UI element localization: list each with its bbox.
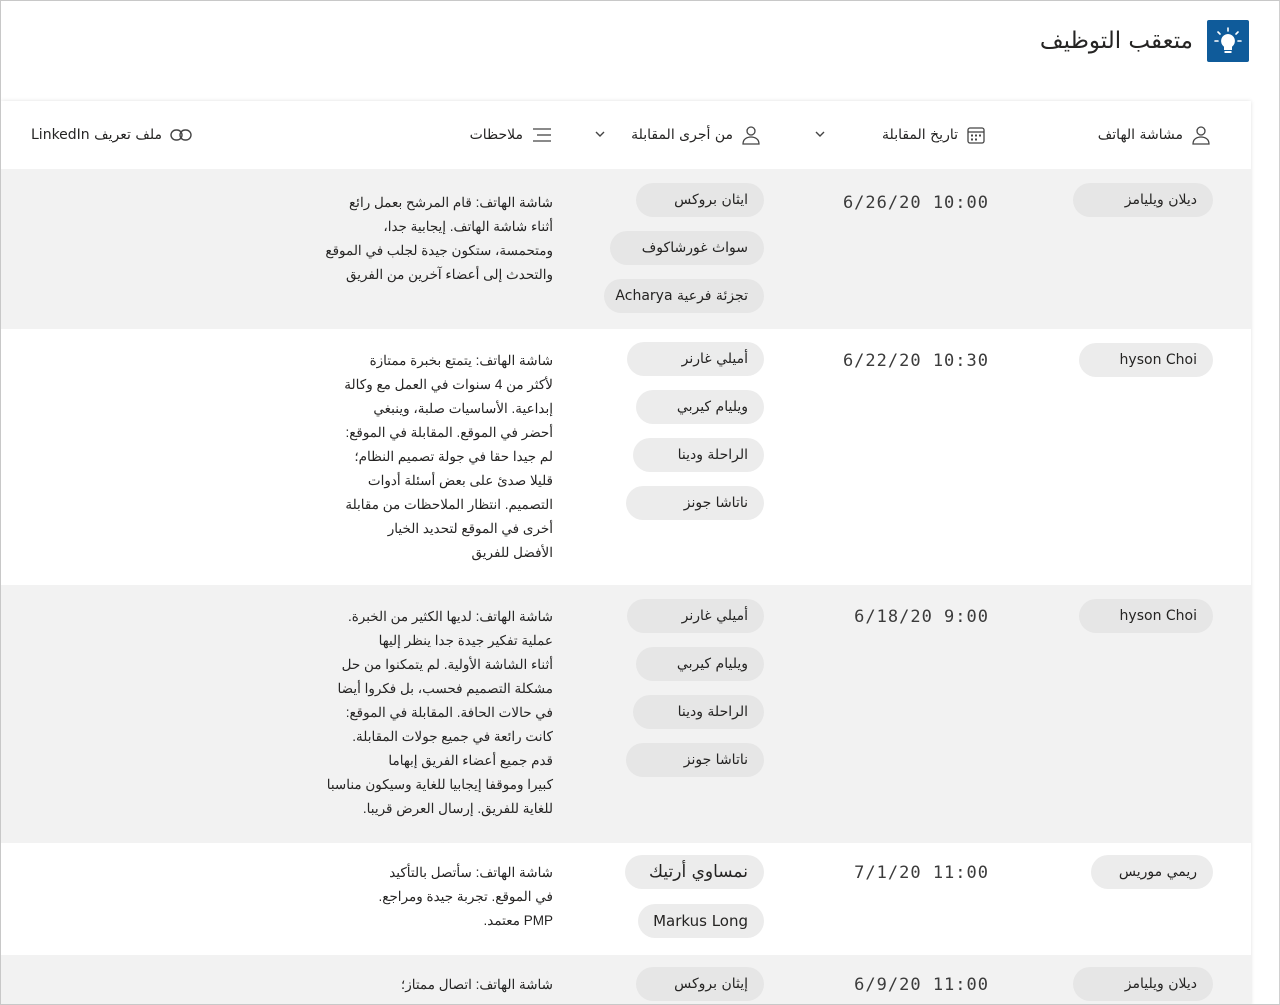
notes-text: شاشة الهاتف: قام المرشح بعمل رائع أثناء شاشة الهاتف. إيجابية جدا، ومتحمسة، ستكون جيدة لجلب في الموقع والتحدث إلى أعضاء آخرين من الفريق bbox=[325, 195, 553, 282]
notes-text: شاشة الهاتف: اتصال ممتاز؛ bbox=[400, 977, 553, 992]
notes-text: شاشة الهاتف: سأتصل بالتأكيد في الموقع. تجربة جيدة ومراجع. PMP معتمد. bbox=[378, 865, 553, 928]
interviewer-pill[interactable]: ويليام كيربي bbox=[636, 647, 764, 681]
interviewer-pill[interactable]: Markus Long bbox=[638, 904, 764, 938]
column-label: مشاشة الهاتف bbox=[1097, 127, 1183, 143]
interview-date: 6/18/20 9:00 bbox=[854, 607, 989, 627]
interviewer-pill[interactable]: إيثان بروكس bbox=[636, 967, 764, 1001]
calendar-icon bbox=[966, 125, 986, 145]
interviewer-pill[interactable]: أميلي غارنر bbox=[627, 599, 764, 633]
table-row[interactable] bbox=[1, 329, 1251, 585]
phone-screen-pill[interactable]: hyson Choi bbox=[1079, 343, 1213, 377]
column-label: من أجرى المقابلة bbox=[631, 127, 733, 143]
phone-screen-pill[interactable]: ريمي موريس bbox=[1091, 855, 1213, 889]
notes-text: شاشة الهاتف: يتمتع بخبرة ممتازة لأكثر من 4 سنوات في العمل مع وكالة إبداعية. الأساسيات صلبة، وينبغي أحضر في الموقع. المقابلة في الموقع: لم جيدا حقا في جولة تصميم النظام؛ قليلا صدئ على بعض أسئلة أدوات التصميم. انتظار الملاحظات من مقابلة أخرى في الموقع لتحديد الخيار الأفضل للفريق bbox=[344, 353, 553, 560]
interview-date: 6/22/20 10:30 bbox=[842, 351, 989, 371]
column-label: ملف تعريف LinkedIn bbox=[31, 127, 162, 143]
column-header-interviewer[interactable] bbox=[631, 101, 761, 169]
column-header-phone-screen[interactable] bbox=[1098, 101, 1211, 169]
interviewer-pill[interactable]: ناتاشا جونز bbox=[626, 743, 764, 777]
app-header bbox=[1040, 19, 1249, 63]
column-label: ملاحظات bbox=[469, 127, 523, 143]
interviewer-pill[interactable]: تجزئة فرعية Acharya bbox=[604, 279, 764, 313]
column-header-notes[interactable] bbox=[470, 101, 553, 169]
person-icon bbox=[1191, 125, 1211, 145]
tracker-table bbox=[1, 101, 1251, 1005]
column-header-interview-date[interactable] bbox=[882, 101, 986, 169]
table-row[interactable] bbox=[1, 955, 1251, 1005]
interviewer-pill[interactable]: أميلي غارنر bbox=[627, 342, 764, 376]
interviewer-pill[interactable]: ناتاشا جونز bbox=[626, 486, 764, 520]
interviewer-pill[interactable]: سواث غورشاكوف bbox=[610, 231, 764, 265]
table-row[interactable] bbox=[1, 843, 1251, 955]
chevron-down-icon[interactable] bbox=[593, 127, 607, 141]
column-label: تاريخ المقابلة bbox=[882, 127, 958, 143]
app-title: متعقب التوظيف bbox=[1039, 28, 1193, 54]
phone-screen-pill[interactable]: hyson Choi bbox=[1079, 599, 1213, 633]
interview-date: 6/9/20 11:00 bbox=[854, 975, 989, 995]
table-row[interactable] bbox=[1, 585, 1251, 843]
interviewer-pill[interactable]: ويليام كيربي bbox=[636, 390, 764, 424]
person-icon bbox=[741, 125, 761, 145]
lightbulb-icon bbox=[1207, 20, 1249, 62]
phone-screen-pill[interactable]: ديلان ويليامز bbox=[1073, 183, 1213, 217]
interviewer-pill[interactable]: الراحلة ودينا bbox=[633, 438, 764, 472]
notes-lines-icon bbox=[531, 126, 553, 144]
interviewer-pill[interactable]: الراحلة ودينا bbox=[633, 695, 764, 729]
table-row[interactable] bbox=[1, 169, 1251, 329]
link-icon bbox=[170, 128, 192, 142]
chevron-down-icon[interactable] bbox=[813, 127, 827, 141]
column-header-linkedin[interactable] bbox=[31, 101, 192, 169]
interview-date: 7/1/20 11:00 bbox=[854, 863, 989, 883]
interviewer-pill[interactable]: ايثان بروكس bbox=[636, 183, 764, 217]
interview-date: 6/26/20 10:00 bbox=[842, 193, 989, 213]
notes-text: شاشة الهاتف: لديها الكثير من الخبرة. عملية تفكير جيدة جدا ينظر إليها أثناء الشاشة الأولية. لم يتمكنوا من حل مشكلة التصميم فحسب، بل فكروا أيضا في حالات الحافة. المقابلة في الموقع: كانت رائعة في جميع جولات المقابلة. قدم جميع أعضاء الفريق إبهاما كبيرا وموقفا إيجابيا للغاية وسيكون مناسبا للغاية للفريق. إرسال العرض قريبا. bbox=[326, 609, 553, 816]
phone-screen-pill[interactable]: ديلان ويليامز bbox=[1073, 967, 1213, 1001]
interviewer-pill[interactable]: نمساوي أرتيك bbox=[625, 855, 764, 889]
